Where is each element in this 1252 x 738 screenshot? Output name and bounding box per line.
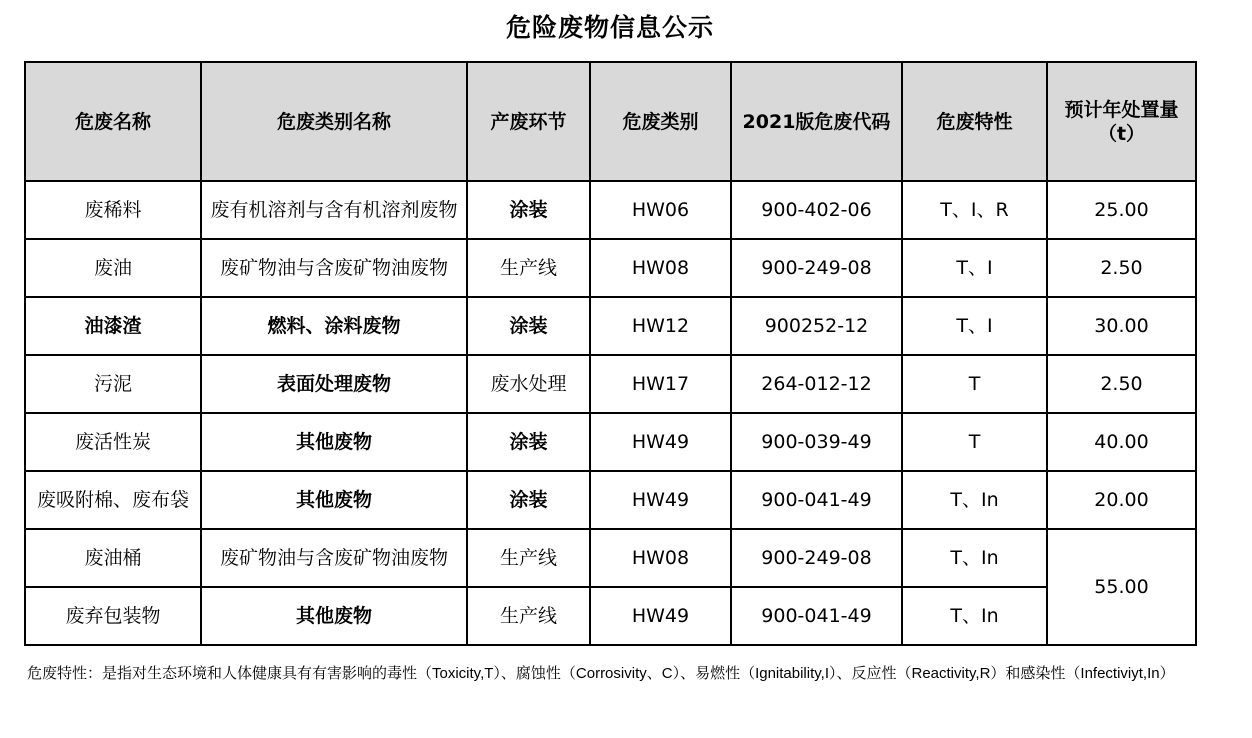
header-stage: 产废环节 <box>467 62 590 181</box>
header-category: 危废类别 <box>590 62 731 181</box>
cell-code: 900-249-08 <box>731 239 902 297</box>
cell-stage: 生产线 <box>467 587 590 645</box>
cell-stage: 涂装 <box>467 413 590 471</box>
cell-amount: 30.00 <box>1047 297 1196 355</box>
cell-category-name: 表面处理废物 <box>201 355 467 413</box>
cell-code: 900-402-06 <box>731 181 902 239</box>
cell-amount: 25.00 <box>1047 181 1196 239</box>
cell-property: T、I <box>902 297 1047 355</box>
cell-amount: 2.50 <box>1047 239 1196 297</box>
cell-property: T <box>902 355 1047 413</box>
footnote: 危废特性：是指对生态环境和人体健康具有有害影响的毒性（Toxicity,T）、腐蚀性（Corrosivity、C）、易燃性（Ignitability,I）、反应性（Reactivity,R）和感染性（Infectiviyt,In） <box>27 665 1175 682</box>
cell-category-name: 废矿物油与含废矿物油废物 <box>201 239 467 297</box>
table-row <box>25 529 1196 587</box>
cell-amount: 2.50 <box>1047 355 1196 413</box>
cell-property: T、In <box>902 587 1047 645</box>
cell-waste-name: 油漆渣 <box>25 297 201 355</box>
cell-waste-name: 废吸附棉、废布袋 <box>25 471 201 529</box>
table-row <box>25 413 1196 471</box>
cell-amount: 40.00 <box>1047 413 1196 471</box>
cell-stage: 涂装 <box>467 471 590 529</box>
header-amount: 预计年处置量（t） <box>1047 62 1196 181</box>
header-property: 危废特性 <box>902 62 1047 181</box>
cell-property: T、In <box>902 471 1047 529</box>
cell-stage: 涂装 <box>467 181 590 239</box>
page-title: 危险废物信息公示 <box>505 13 714 42</box>
cell-waste-name: 废稀料 <box>25 181 201 239</box>
cell-category: HW49 <box>590 587 731 645</box>
table-row <box>25 297 1196 355</box>
cell-waste-name: 废油桶 <box>25 529 201 587</box>
cell-category-name: 废矿物油与含废矿物油废物 <box>201 529 467 587</box>
cell-stage: 废水处理 <box>467 355 590 413</box>
cell-code: 900-039-49 <box>731 413 902 471</box>
table-row <box>25 587 1196 645</box>
cell-stage: 生产线 <box>467 239 590 297</box>
cell-category-name: 其他废物 <box>201 587 467 645</box>
cell-code: 900252-12 <box>731 297 902 355</box>
cell-category-name: 其他废物 <box>201 413 467 471</box>
cell-property: T、I、R <box>902 181 1047 239</box>
cell-amount-merged: 55.00 <box>1047 529 1196 645</box>
cell-category: HW08 <box>590 239 731 297</box>
table-row <box>25 181 1196 239</box>
cell-category: HW49 <box>590 471 731 529</box>
cell-waste-name: 废油 <box>25 239 201 297</box>
cell-stage: 涂装 <box>467 297 590 355</box>
cell-code: 264-012-12 <box>731 355 902 413</box>
hazardous-waste-table <box>24 61 1197 646</box>
cell-property: T <box>902 413 1047 471</box>
cell-property: T、In <box>902 529 1047 587</box>
cell-code: 900-249-08 <box>731 529 902 587</box>
cell-category-name: 废有机溶剂与含有机溶剂废物 <box>201 181 467 239</box>
cell-category: HW06 <box>590 181 731 239</box>
cell-category: HW49 <box>590 413 731 471</box>
header-category-name: 危废类别名称 <box>201 62 467 181</box>
cell-waste-name: 废弃包装物 <box>25 587 201 645</box>
table-row <box>25 471 1196 529</box>
header-waste-name: 危废名称 <box>25 62 201 181</box>
cell-category-name: 燃料、涂料废物 <box>201 297 467 355</box>
table-header-row <box>25 62 1196 181</box>
cell-waste-name: 污泥 <box>25 355 201 413</box>
cell-waste-name: 废活性炭 <box>25 413 201 471</box>
header-code: 2021版危废代码 <box>731 62 902 181</box>
cell-category: HW17 <box>590 355 731 413</box>
cell-category: HW08 <box>590 529 731 587</box>
cell-property: T、I <box>902 239 1047 297</box>
cell-code: 900-041-49 <box>731 587 902 645</box>
table-row <box>25 239 1196 297</box>
cell-code: 900-041-49 <box>731 471 902 529</box>
table-row <box>25 355 1196 413</box>
cell-amount: 20.00 <box>1047 471 1196 529</box>
cell-stage: 生产线 <box>467 529 590 587</box>
cell-category: HW12 <box>590 297 731 355</box>
cell-category-name: 其他废物 <box>201 471 467 529</box>
